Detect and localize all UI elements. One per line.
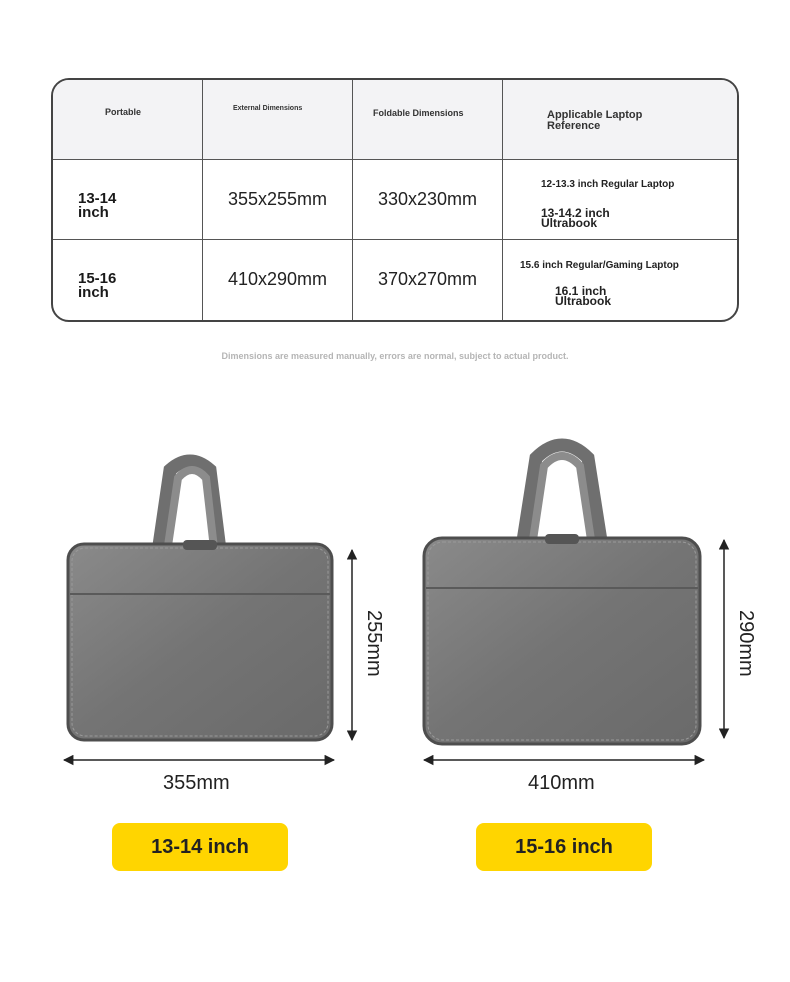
external-dimension-value: 355x255mm <box>227 189 328 209</box>
bag-small <box>68 461 332 740</box>
height-label-small: 255mm <box>363 610 385 677</box>
size-badge-label: 13-14 inch <box>151 835 249 858</box>
bag-body <box>68 544 332 740</box>
size-badge-small <box>112 823 288 871</box>
size-badge-label: 15-16 inch <box>515 835 613 858</box>
size-badge-large <box>476 823 652 871</box>
reference-line-1: 15.6 inch Regular/Gaming Laptop <box>520 260 679 271</box>
reference-line-1: 12-13.3 inch Regular Laptop <box>541 179 675 190</box>
width-label-small: 355mm <box>163 772 230 794</box>
reference-line-2: 16.1 inch Ultrabook <box>555 284 612 308</box>
height-label-large: 290mm <box>735 610 757 677</box>
external-dimension-value: 410x290mm <box>227 269 328 289</box>
bag-large <box>424 445 700 744</box>
reference-line-2: 13-14.2 inch Ultrabook <box>541 206 610 230</box>
bag-zipper-pull <box>183 540 217 550</box>
foldable-dimension-value: 330x230mm <box>377 189 478 209</box>
size-label: 15-16 inch <box>78 270 117 301</box>
foldable-dimension-value: 370x270mm <box>377 269 478 289</box>
header-portable: Portable <box>105 107 142 117</box>
header-external-dimensions: External Dimensions <box>233 105 303 112</box>
header-applicable-laptop-reference: Applicable Laptop Reference <box>547 109 643 132</box>
measurement-note: Dimensions are measured manually, errors are normal, subject to actual product. <box>221 351 569 361</box>
bag-body <box>424 538 700 744</box>
width-label-large: 410mm <box>528 772 595 794</box>
header-foldable-dimensions: Foldable Dimensions <box>373 108 464 118</box>
size-label: 13-14 inch <box>78 190 117 221</box>
bag-zipper-pull <box>545 534 579 544</box>
